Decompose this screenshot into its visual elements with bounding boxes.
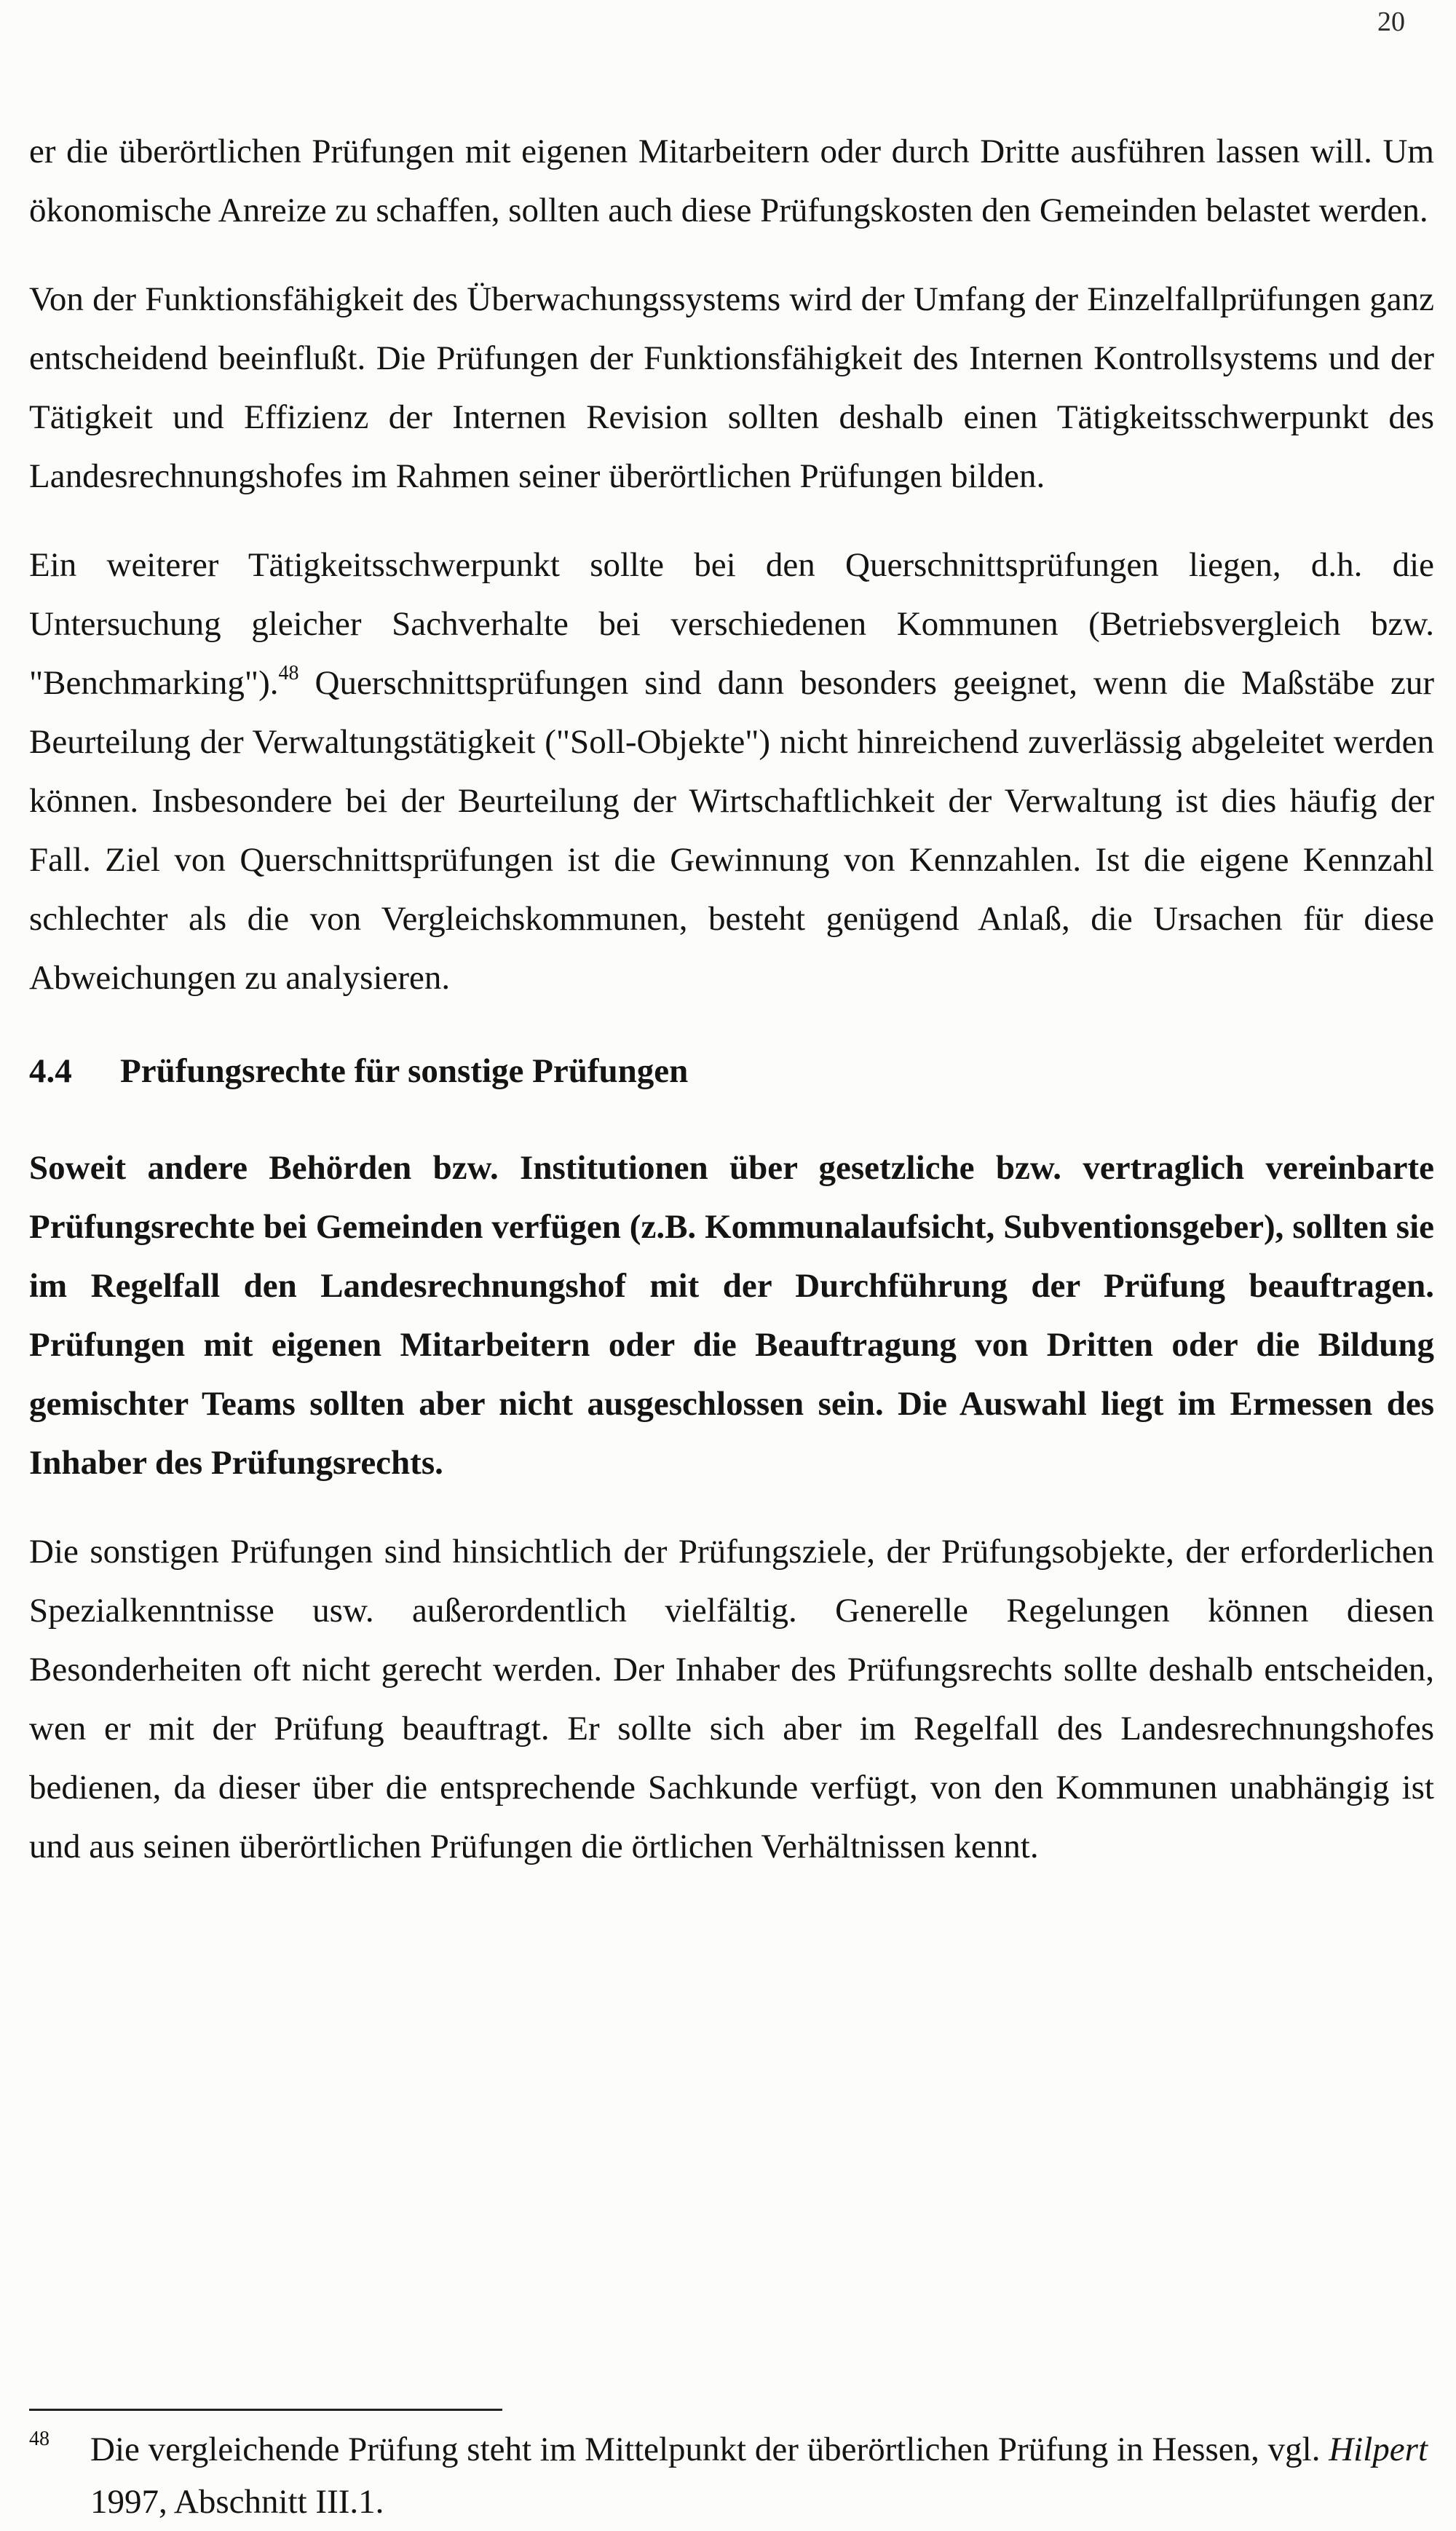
footnote-divider bbox=[29, 2409, 502, 2411]
paragraph-4: Die sonstigen Prüfungen sind hinsichtlich der Prüfungsziele, der Prüfungsobjekte, der erforderlichen Spezialkenntnisse usw. außerordentlich vielfältig. Generelle Regelungen können diesen Besonderheiten oft nicht gerecht werden. Der Inhaber des Prüfungsrechts sollte deshalb entscheiden, wen er mit der Prüfung beauftragt. Er sollte sich aber im Regelfall des Landesrechnungshofes bedienen, da dieser über die entsprechende Sachkunde verfügt, von den Kommunen unabhängig ist und aus seinen überörtlichen Prüfungen die örtlichen Verhältnissen kennt. bbox=[29, 1533, 1434, 1865]
footnote-mark: 48 bbox=[29, 2428, 50, 2450]
section-heading bbox=[29, 1050, 1434, 1092]
paragraph-3-text-a: Ein weiterer Tätigkeitsschwerpunkt sollte bei den Querschnittsprüfungen liegen, d.h. die Untersuchung gleicher Sachverhalte bei verschiedenen Kommunen (Betriebsvergleich bzw. "Benchmarking"). bbox=[29, 546, 1434, 702]
footnote-text bbox=[29, 2423, 1434, 2528]
page-body bbox=[29, 122, 1434, 1876]
paragraph-1: er die überörtlichen Prüfungen mit eigenen Mitarbeitern oder durch Dritte ausführen lassen will. Um ökonomische Anreize zu schaffen, sollten auch diese Prüfungskosten den Gemeinden belastet werden. bbox=[29, 133, 1434, 229]
section-title: Prüfungsrechte für sonstige Prüfungen bbox=[120, 1052, 689, 1090]
footnote bbox=[29, 2423, 1434, 2528]
page-number: 20 bbox=[1377, 7, 1405, 37]
footnote-reference[interactable]: 48 bbox=[278, 662, 299, 684]
paragraph-3 bbox=[29, 536, 1434, 1008]
bold-paragraph: Soweit andere Behörden bzw. Institutionen über gesetzliche bzw. vertraglich vereinbarte Prüfungsrechte bei Gemeinden verfügen (z.B. Kommunalaufsicht, Subventionsgeber), sollten sie im Regelfall den Landesrechnungshof mit der Durchführung der Prüfung beauftragen. Prüfungen mit eigenen Mitarbeitern oder die Beauftragung von Dritten oder die Bildung gemischter Teams sollten aber nicht ausgeschlossen sein. Die Auswahl liegt im Ermessen des Inhaber des Prüfungsrechts. bbox=[29, 1149, 1434, 1482]
paragraph-2: Von der Funktionsfähigkeit des Überwachungssystems wird der Umfang der Einzelfallprüfungen ganz entscheidend beeinflußt. Die Prüfungen der Funktionsfähigkeit des Internen Kontrollsystems und der Tätigkeit und Effizienz der Internen Revision sollten deshalb einen Tätigkeitsschwerpunkt des Landesrechnungshofes im Rahmen seiner überörtlichen Prüfungen bilden. bbox=[29, 280, 1434, 495]
footnote-author: Hilpert bbox=[1329, 2431, 1428, 2468]
footnote-text-a: Die vergleichende Prüfung steht im Mittelpunkt der überörtlichen Prüfung in Hessen, vgl. bbox=[90, 2431, 1329, 2468]
section-number: 4.4 bbox=[29, 1052, 72, 1090]
paragraph-3-text-b: Querschnittsprüfungen sind dann besonders geeignet, wenn die Maßstäbe zur Beurteilung der Verwaltungstätigkeit ("Soll-Objekte") nicht hinreichend zuverlässig abgeleitet werden können. Insbesondere bei der Beurteilung der Wirtschaftlichkeit der Verwaltung ist dies häufig der Fall. Ziel von Querschnittsprüfungen ist die Gewinnung von Kennzahlen. Ist die eigene Kennzahl schlechter als die von Vergleichskommunen, besteht genügend Anlaß, die Ursachen für diese Abweichungen zu analysieren. bbox=[29, 664, 1434, 997]
footnote-text-b: 1997, Abschnitt III.1. bbox=[90, 2483, 384, 2521]
